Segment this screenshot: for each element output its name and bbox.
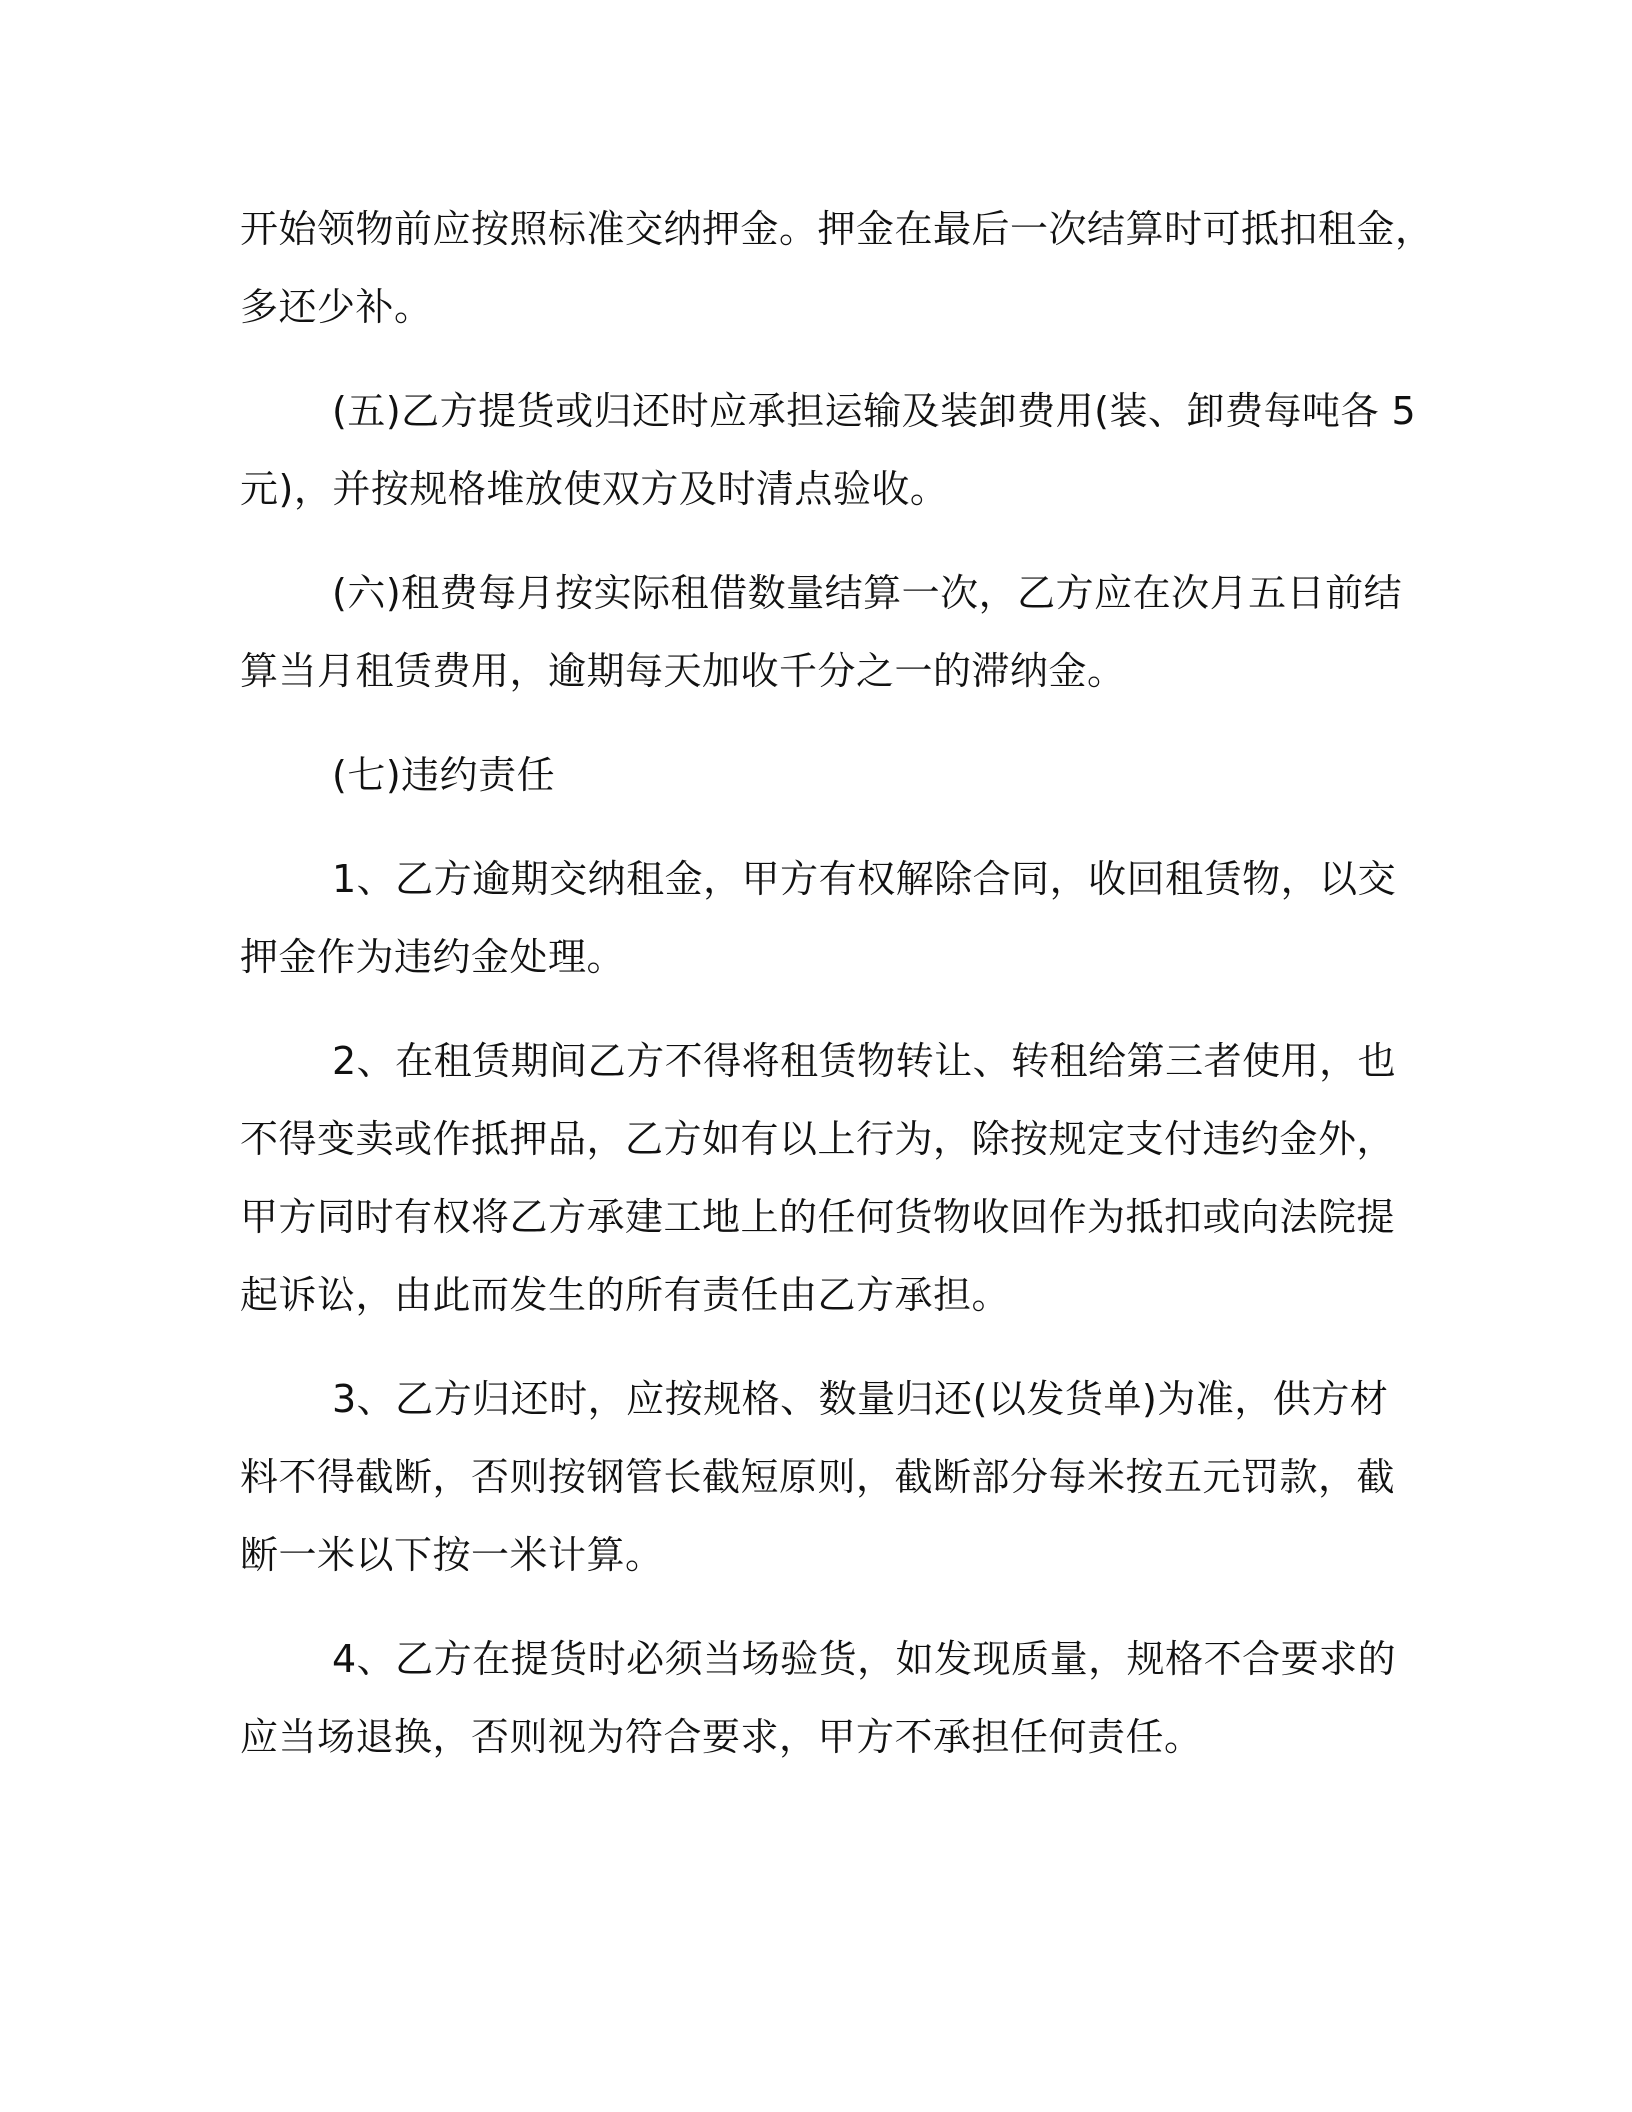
paragraph-clause-6 — [240, 554, 1403, 710]
text-line: 断一米以下按一米计算。 — [240, 1533, 664, 1577]
text-line: 应当场退换，否则视为符合要求，甲方不承担任何责任。 — [240, 1715, 1203, 1759]
paragraph-item-3 — [240, 1360, 1396, 1594]
text-line: 3、乙方归还时，应按规格、数量归还(以发货单)为准，供方材 — [332, 1377, 1389, 1421]
text-line: 开始领物前应按照标准交纳押金。押金在最后一次结算时可抵扣租金， — [240, 207, 1434, 251]
section-heading: (七)违约责任 — [332, 753, 556, 797]
paragraph-deposit — [240, 190, 1434, 346]
text-line: 料不得截断，否则按钢管长截短原则，截断部分每米按五元罚款，截 — [240, 1455, 1396, 1499]
text-line: 元)，并按规格堆放使双方及时清点验收。 — [240, 467, 949, 511]
document-page — [240, 190, 1434, 1802]
text-line: 算当月租赁费用，逾期每天加收千分之一的滞纳金。 — [240, 649, 1126, 693]
paragraph-clause-5 — [240, 372, 1417, 528]
text-line: (六)租费每月按实际租借数量结算一次，乙方应在次月五日前结 — [332, 571, 1403, 615]
text-line: 起诉讼，由此而发生的所有责任由乙方承担。 — [240, 1273, 1011, 1317]
text-line: (五)乙方提货或归还时应承担运输及装卸费用(装、卸费每吨各 5 — [332, 389, 1417, 433]
text-line: 押金作为违约金处理。 — [240, 935, 626, 979]
text-line: 1、乙方逾期交纳租金，甲方有权解除合同，收回租赁物，以交 — [332, 857, 1397, 901]
text-line: 4、乙方在提货时必须当场验货，如发现质量，规格不合要求的 — [332, 1637, 1397, 1681]
text-line: 甲方同时有权将乙方承建工地上的任何货物收回作为抵扣或向法院提 — [240, 1195, 1396, 1239]
paragraph-item-4 — [240, 1620, 1397, 1776]
text-line: 2、在租赁期间乙方不得将租赁物转让、转租给第三者使用，也 — [332, 1039, 1397, 1083]
paragraph-clause-7-heading — [240, 736, 1390, 814]
paragraph-item-1 — [240, 840, 1397, 996]
text-line: 多还少补。 — [240, 285, 433, 329]
paragraph-item-2 — [240, 1022, 1397, 1334]
text-line: 不得变卖或作抵押品，乙方如有以上行为，除按规定支付违约金外， — [240, 1117, 1396, 1161]
